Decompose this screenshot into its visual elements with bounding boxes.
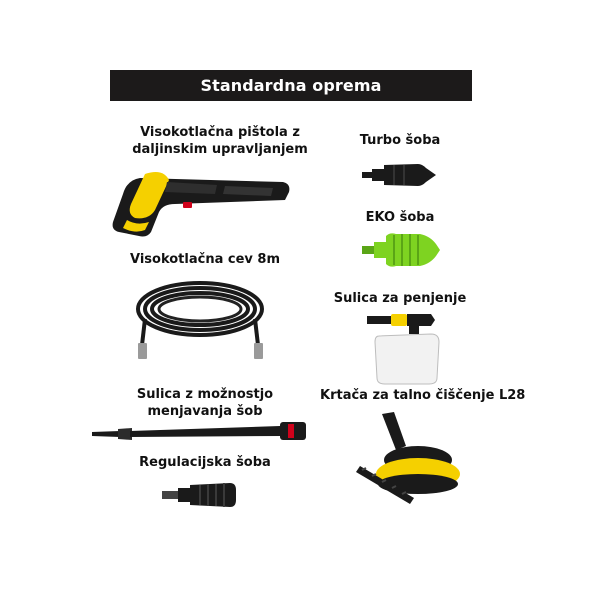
spray-gun-image [105,160,295,240]
regulating-nozzle-label: Regulacijska šoba [139,455,271,470]
section-header [110,70,472,101]
lance-label: Sulica z možnostjo menjavanja šob [136,387,274,419]
floor-brush-label: Krtača za talno čiščenje L28 [320,388,526,403]
lance-image [90,418,315,448]
floor-brush-image [350,410,465,510]
gun-label: Visokotlačna pištola z daljinskim upravljanjem [132,125,308,157]
turbo-nozzle-image [360,160,440,190]
hose-image [130,275,270,365]
section-title: Standardna oprema [200,76,382,95]
foam-lance-label: Sulica za penjenje [333,291,467,306]
regulating-nozzle-image [160,480,240,510]
foam-lance-image [365,308,445,386]
eco-nozzle-image [360,230,445,270]
hose-label: Visokotlačna cev 8m [129,252,280,267]
turbo-nozzle-label: Turbo šoba [359,133,441,148]
eco-nozzle-label: EKO šoba [365,210,435,225]
